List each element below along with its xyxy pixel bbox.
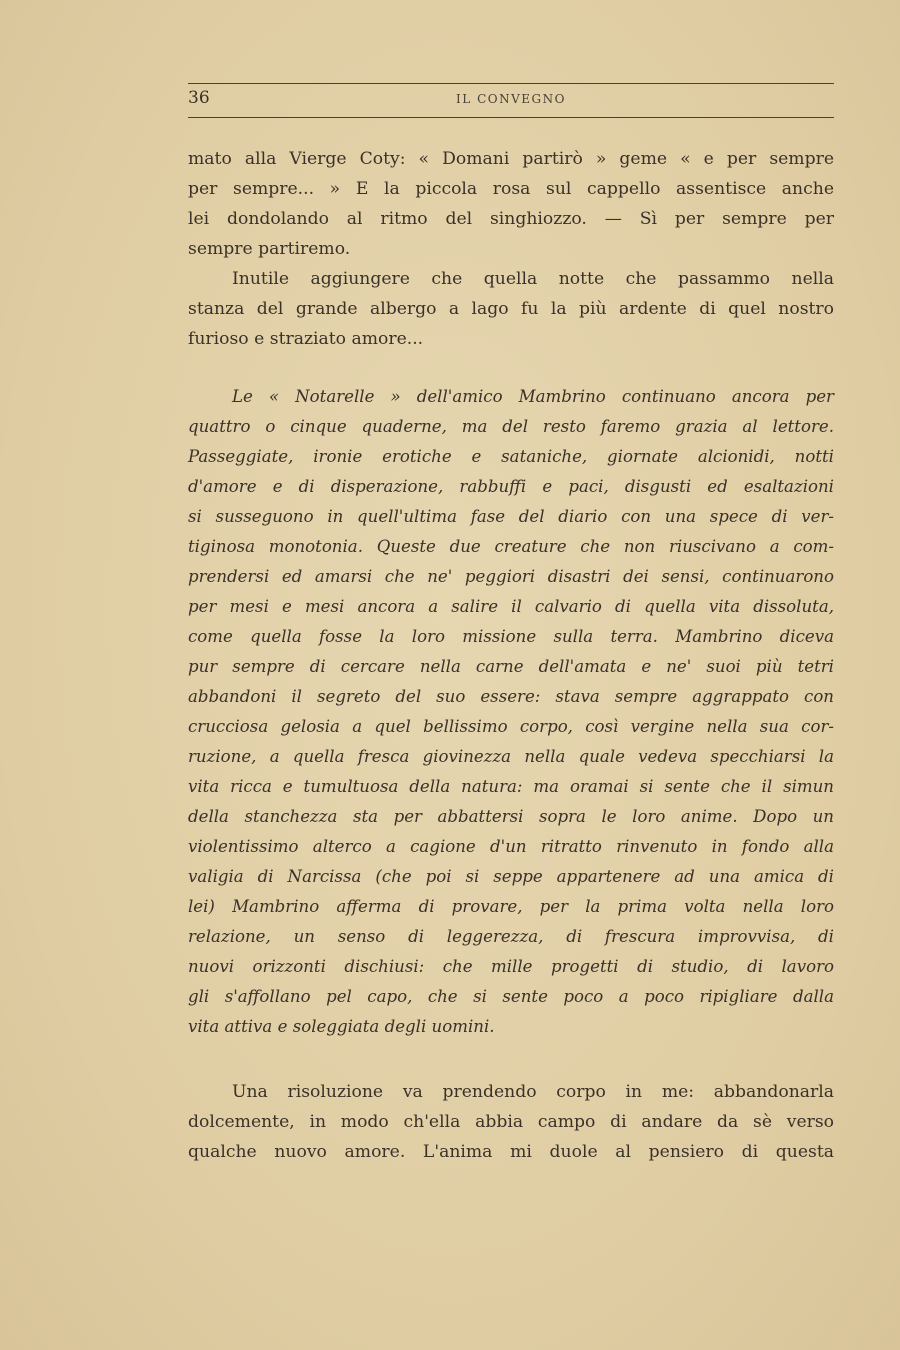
text-line: quattro o cinque quaderne, ma del resto faremo grazia al lettore.	[188, 417, 834, 436]
text-line: della stanchezza sta per abbattersi sopra le loro anime. Dopo un	[188, 807, 834, 826]
text-line: Le « Notarelle » dell'amico Mambrino continuano ancora per	[232, 387, 834, 406]
text-line: crucciosa gelosia a quel bellissimo corpo, così vergine nella sua cor-	[188, 717, 834, 736]
text-line: si susseguono in quell'ultima fase del diario con una spece di ver-	[188, 507, 834, 526]
text-line: gli s'affollano pel capo, che si sente poco a poco ripigliare dalla	[188, 987, 834, 1006]
text-line: violentissimo alterco a cagione d'un ritratto rinvenuto in fondo alla	[188, 837, 834, 856]
text-line: tiginosa monotonia. Queste due creature che non riuscivano a com-	[188, 537, 834, 556]
header-rule-top	[188, 83, 834, 84]
text-line: Inutile aggiungere che quella notte che passammo nella	[232, 269, 834, 289]
text-line: per sempre... » E la piccola rosa sul cappello assentisce anche	[188, 179, 834, 199]
text-line: Passeggiate, ironie erotiche e sataniche, giornate alcionidi, notti	[188, 447, 834, 466]
journal-title: IL CONVEGNO	[456, 92, 566, 106]
text-line: per mesi e mesi ancora a salire il calvario di quella vita dissoluta,	[188, 597, 834, 616]
text-line: nuovi orizzonti dischiusi: che mille progetti di studio, di lavoro	[188, 957, 834, 976]
italic-paragraph	[188, 382, 834, 1042]
text-line: mato alla Vierge Coty: « Domani partirò » geme « e per sempre	[188, 149, 834, 169]
paragraph	[188, 1077, 834, 1167]
text-line: ruzione, a quella fresca giovinezza nella quale vedeva specchiarsi la	[188, 747, 834, 766]
text-block-opening	[188, 144, 834, 354]
paragraph	[188, 144, 834, 264]
text-line: vita attiva e soleggiata degli uomini.	[188, 1017, 495, 1036]
text-line: stanza del grande albergo a lago fu la più ardente di quel nostro	[188, 299, 834, 319]
header-rule-bottom	[188, 117, 834, 118]
text-line: come quella fosse la loro missione sulla terra. Mambrino diceva	[188, 627, 834, 646]
text-line: d'amore e di disperazione, rabbuffi e paci, disgusti ed esaltazioni	[188, 477, 834, 496]
paragraph	[188, 264, 834, 354]
text-block-resumption	[188, 1077, 834, 1167]
text-line: dolcemente, in modo ch'ella abbia campo di andare da sè verso	[188, 1112, 834, 1132]
page-number: 36	[188, 88, 210, 108]
text-line: pur sempre di cercare nella carne dell'amata e ne' suoi più tetri	[188, 657, 834, 676]
text-line: lei) Mambrino afferma di provare, per la prima volta nella loro	[188, 897, 834, 916]
text-line: prendersi ed amarsi che ne' peggiori disastri dei sensi, continuarono	[188, 567, 834, 586]
text-line: furioso e straziato amore...	[188, 329, 424, 349]
text-line: vita ricca e tumultuosa della natura: ma oramai si sente che il simun	[188, 777, 834, 796]
text-line: sempre partiremo.	[188, 239, 351, 259]
text-block-editorial-note	[188, 382, 834, 1042]
text-line: qualche nuovo amore. L'anima mi duole al pensiero di questa	[188, 1142, 834, 1162]
text-line: abbandoni il segreto del suo essere: stava sempre aggrappato con	[188, 687, 834, 706]
running-head	[188, 88, 834, 114]
text-line: Una risoluzione va prendendo corpo in me: abbandonarla	[232, 1082, 834, 1102]
text-line: valigia di Narcissa (che poi si seppe appartenere ad una amica di	[188, 867, 834, 886]
text-line: relazione, un senso di leggerezza, di frescura improvvisa, di	[188, 927, 834, 946]
text-line: lei dondolando al ritmo del singhiozzo. — Sì per sempre per	[188, 209, 834, 229]
